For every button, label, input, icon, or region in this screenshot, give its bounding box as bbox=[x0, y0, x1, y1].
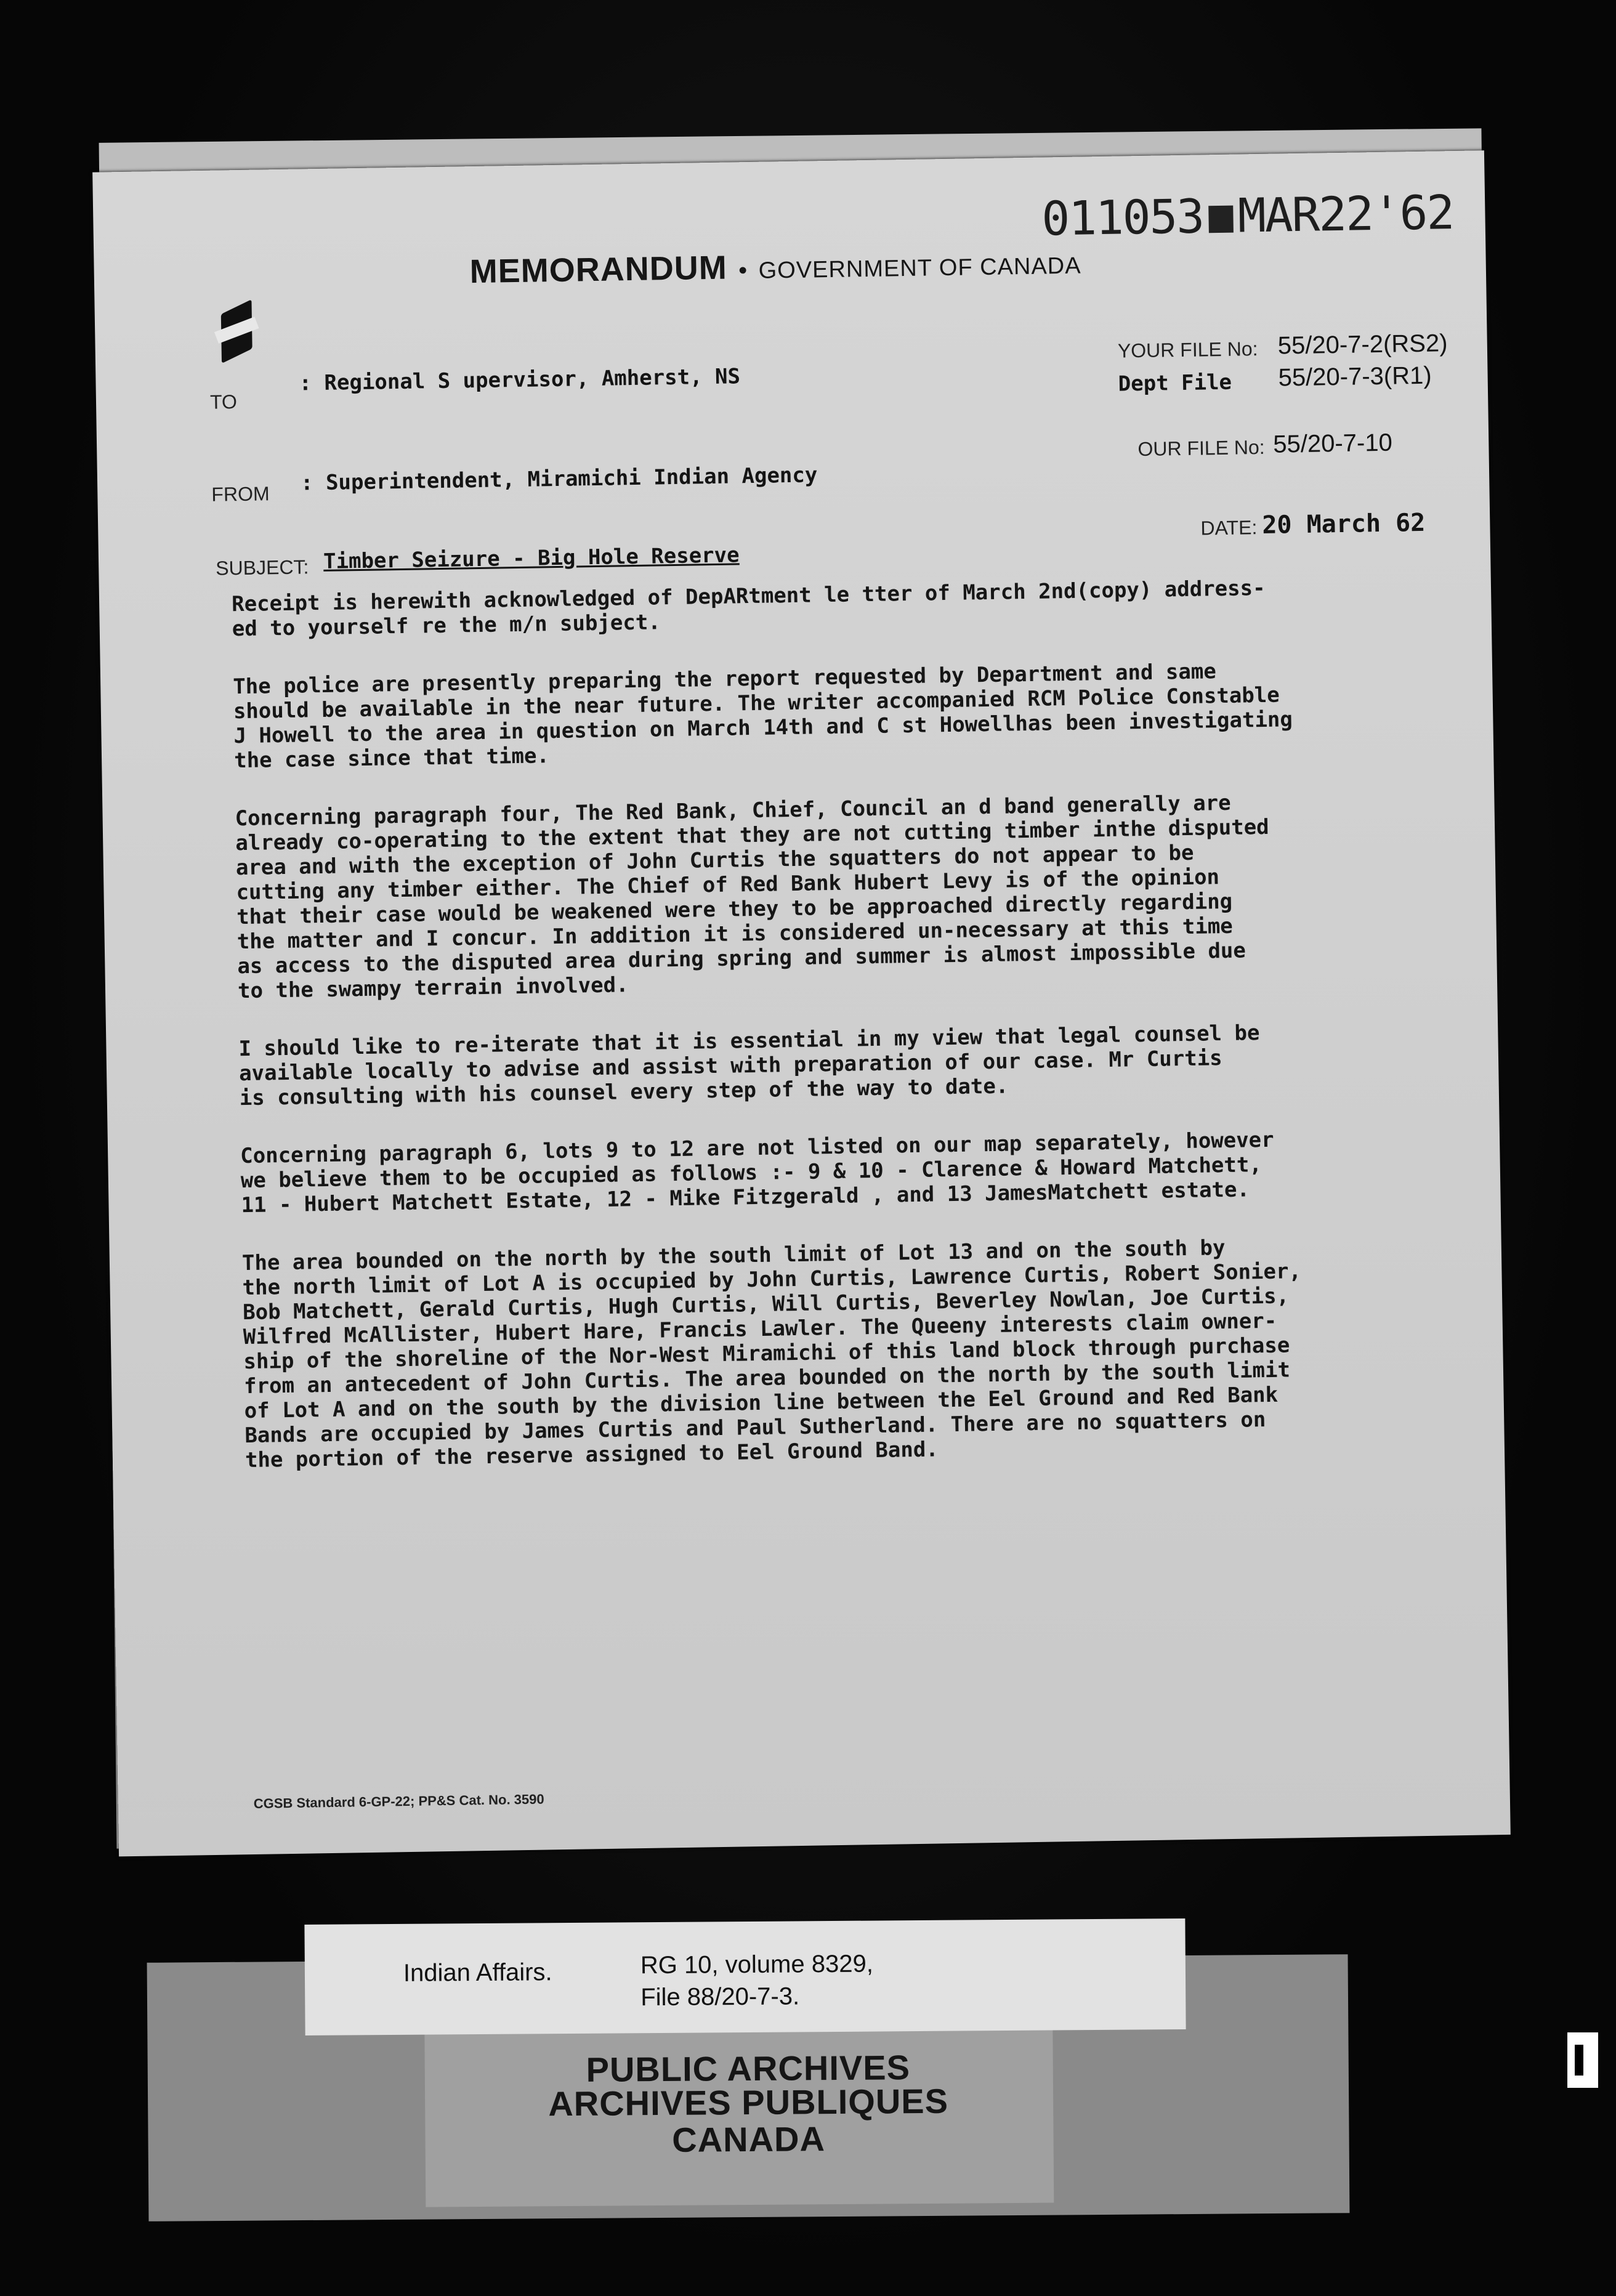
card-ref-line-2: File 88/20-7-3. bbox=[640, 1983, 800, 2011]
our-file-label: OUR FILE No: bbox=[1137, 435, 1265, 461]
subject-label: SUBJECT: bbox=[215, 556, 309, 580]
date-value: 20 March 62 bbox=[1262, 508, 1426, 540]
archive-reference-card bbox=[304, 1918, 1186, 2035]
stamp-date: MAR22'62 bbox=[1237, 185, 1454, 243]
received-stamp bbox=[1041, 185, 1454, 246]
body-paragraph-4: I should like to re-iterate that it is essential in my view that legal counsel be available locally to advise and assist with preparation of our case. Mr Curtis is consulting with his counsel every step of the way to date. bbox=[238, 1021, 1260, 1111]
from-label: FROM bbox=[211, 482, 270, 506]
government-label: GOVERNMENT OF CANADA bbox=[758, 253, 1081, 284]
your-file-value: 55/20-7-2(RS2) bbox=[1277, 329, 1448, 360]
form-footer: CGSB Standard 6-GP-22; PP&S Cat. No. 3590 bbox=[253, 1791, 544, 1811]
memo-header bbox=[469, 243, 1081, 291]
archive-line-1: PUBLIC ARCHIVES bbox=[586, 2048, 911, 2089]
dept-file-label: Dept File bbox=[1118, 370, 1232, 397]
your-file-label: YOUR FILE No: bbox=[1117, 338, 1258, 362]
body-paragraph-2: The police are presently preparing the report requested by Department and same should be available in the near future. The writer accompanied RCM Police Constable J Howell to the area in question on March 14th and C st Howellhas been investigating the case since that time. bbox=[232, 659, 1293, 774]
header-separator: • bbox=[738, 257, 748, 285]
to-value: : Regional S upervisor, Amherst, NS bbox=[299, 364, 741, 396]
memo-title: MEMORANDUM bbox=[469, 249, 728, 291]
to-label: TO bbox=[209, 390, 238, 413]
archive-line-3: CANADA bbox=[672, 2119, 826, 2159]
body-paragraph-6: The area bounded on the north by the south limit of Lot 13 and on the south by the north limit of Lot A is occupied by John Curtis, Lawrence Curtis, Robert Sonier, Bob Matchett, Gerald Curtis, Hugh Curtis, Will Curtis, Beverley Nowlan, Joe Curtis, Wilfred McAllister, Hubert Hare, Francis Lawler. The Queeny interests claim owner- ship of the shoreline of the Nor-West Miramichi of this land block through purchase from an antecedent of John Curtis. The area bounded on the north by the south limit of Lot A and on the south by the division line between the Eel Ground and Red Bank Bands are occupied by James Curtis and Paul Sutherland. There are no squatters on the portion of the reserve assigned to Eel Ground Band. bbox=[241, 1235, 1302, 1473]
body-paragraph-1: Receipt is herewith acknowledged of DepARtment le tter of March 2nd(copy) address- ed to yourself re the m/n subject. bbox=[231, 575, 1266, 642]
date-label: DATE: bbox=[1200, 516, 1258, 540]
film-edge-notch bbox=[1575, 2045, 1583, 2076]
body-paragraph-5: Concerning paragraph 6, lots 9 to 12 are not listed on our map separately, however we believe them to be occupied as follows :- 9 & 10 - Clarence & Howard Matchett, 11 - Hubert Matchett Estate, 12 - Mike Fitzgerald , and 13 JamesMatchett estate. bbox=[240, 1127, 1274, 1218]
card-source: Indian Affairs. bbox=[403, 1958, 552, 1987]
subject-value: Timber Seizure - Big Hole Reserve bbox=[323, 543, 740, 574]
film-edge-marker bbox=[1567, 2032, 1598, 2088]
memorandum-page bbox=[92, 150, 1511, 1856]
stamp-number: 011053 bbox=[1041, 188, 1204, 246]
our-file-value: 55/20-7-10 bbox=[1272, 429, 1393, 458]
body-paragraph-3: Concerning paragraph four, The Red Bank, Chief, Council an d band generally are already co-operating to the extent that they are not cutting timber inthe disputed area and with the exception of John Curtis the squatters do not appear to be cutting any timber either. The Chief of Red Bank Hubert Levy is of the opinion that their case would be weakened were they to be approached directly regarding the matter and I concur. In addition it is considered un-necessary at this time as access to the disputed area during spring and summer is almost impossible due to the swampy terrain involved. bbox=[235, 790, 1269, 1004]
memo-body bbox=[232, 573, 1453, 1506]
card-ref-line-1: RG 10, volume 8329, bbox=[640, 1950, 874, 1979]
from-value: : Superintendent, Miramichi Indian Agency bbox=[300, 463, 818, 496]
stamp-mark-icon bbox=[1208, 206, 1234, 233]
dept-file-value: 55/20-7-3(R1) bbox=[1278, 362, 1432, 392]
archive-line-2: ARCHIVES PUBLIQUES bbox=[548, 2081, 949, 2124]
